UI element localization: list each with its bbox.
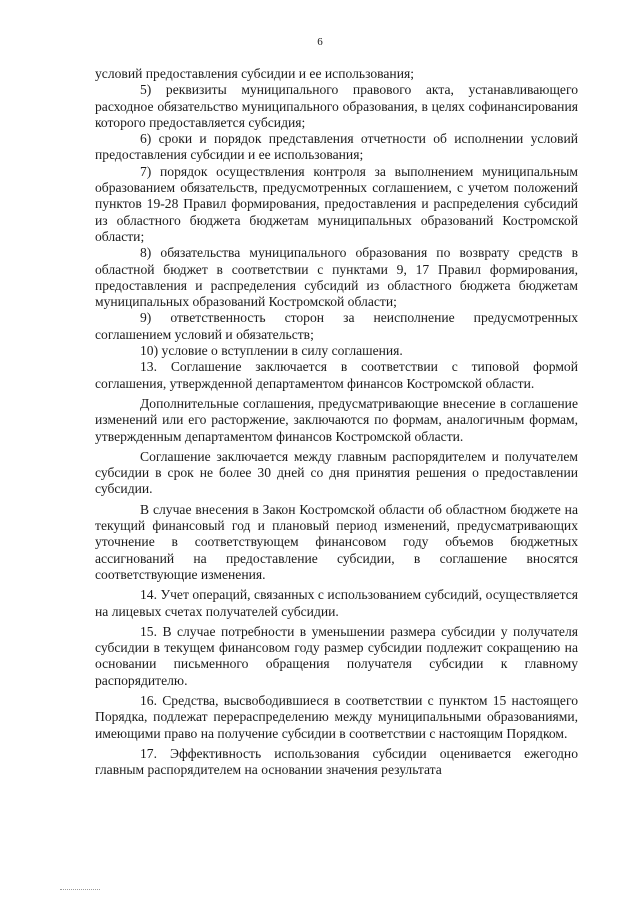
paragraph-item-6: 6) сроки и порядок представления отчетности об исполнении условий предоставления субсидии и ее использования; — [95, 131, 578, 163]
paragraph-section-17: 17. Эффективность использования субсидии оценивается ежегодно главным распорядителем на основании значения результата — [95, 745, 578, 778]
paragraph-item-9: 9) ответственность сторон за неисполнение предусмотренных соглашением условий и обязательств; — [95, 310, 578, 342]
paragraph-budget-changes: В случае внесения в Закон Костромской области об областном бюджете на текущий финансовый год и плановый период изменений, предусматривающих уточнение в соответствующем финансовом году объемов бюджетных ассигнований на предоставление субсидии, в соглашение вносятся соответствующие изменения. — [95, 501, 578, 582]
paragraph-continuation: условий предоставления субсидии и ее использования; — [95, 66, 415, 81]
paragraph-item-7: 7) порядок осуществления контроля за выполнением муниципальным образованием обязательств, предусмотренных соглашением, с учетом положений пунктов 19-28 Правил формирования, предоставления и распределения субсидий из областного бюджета бюджетам муниципальных образований Костромской области; — [95, 163, 578, 244]
paragraph-section-15: 15. В случае потребности в уменьшении размера субсидии у получателя субсидии в текущем финансовом году размер субсидии подлежит сокращению на основании письменного обращения получателя субсидии к главному распорядителю. — [95, 623, 578, 688]
page-number: 6 — [317, 36, 323, 48]
paragraph-item-10: 10) условие о вступлении в силу соглашения. — [140, 343, 403, 359]
paragraph-section-16: 16. Средства, высвободившиеся в соответствии с пунктом 15 настоящего Порядка, подлежат перераспределению между муниципальными образованиями, имеющими право на получение субсидии в соответствии с настоящим Порядком. — [95, 692, 578, 741]
paragraph-item-5: 5) реквизиты муниципального правового акта, устанавливающего расходное обязательство муниципального образования, в целях софинансирования которого предоставляется субсидия; — [95, 82, 578, 130]
paragraph-item-8: 8) обязательства муниципального образования по возврату средств в областной бюджет в соответствии с пунктами 9, 17 Правил формирования, предоставления и распределения субсидий из областного бюджета бюджетам муниципальных образований Костромской области; — [95, 245, 578, 310]
paragraph-section-14: 14. Учет операций, связанных с использованием субсидий, осуществляется на лицевых счетах получателей субсидии. — [95, 587, 578, 619]
paragraph-agreement-term: Соглашение заключается между главным распорядителем и получателем субсидии в срок не более 30 дней со дня принятия решения о предоставлении субсидии. — [95, 448, 578, 497]
scan-artifact — [60, 889, 100, 891]
document-body — [95, 66, 578, 778]
paragraph-section-13: 13. Соглашение заключается в соответствии с типовой формой соглашения, утвержденной департаментом финансов Костромской области. — [95, 359, 578, 391]
paragraph-additional-agreements: Дополнительные соглашения, предусматривающие внесение в соглашение изменений или его расторжение, заключаются по формам, аналогичным формам, утвержденным департаментом финансов Костромской области. — [95, 395, 578, 444]
